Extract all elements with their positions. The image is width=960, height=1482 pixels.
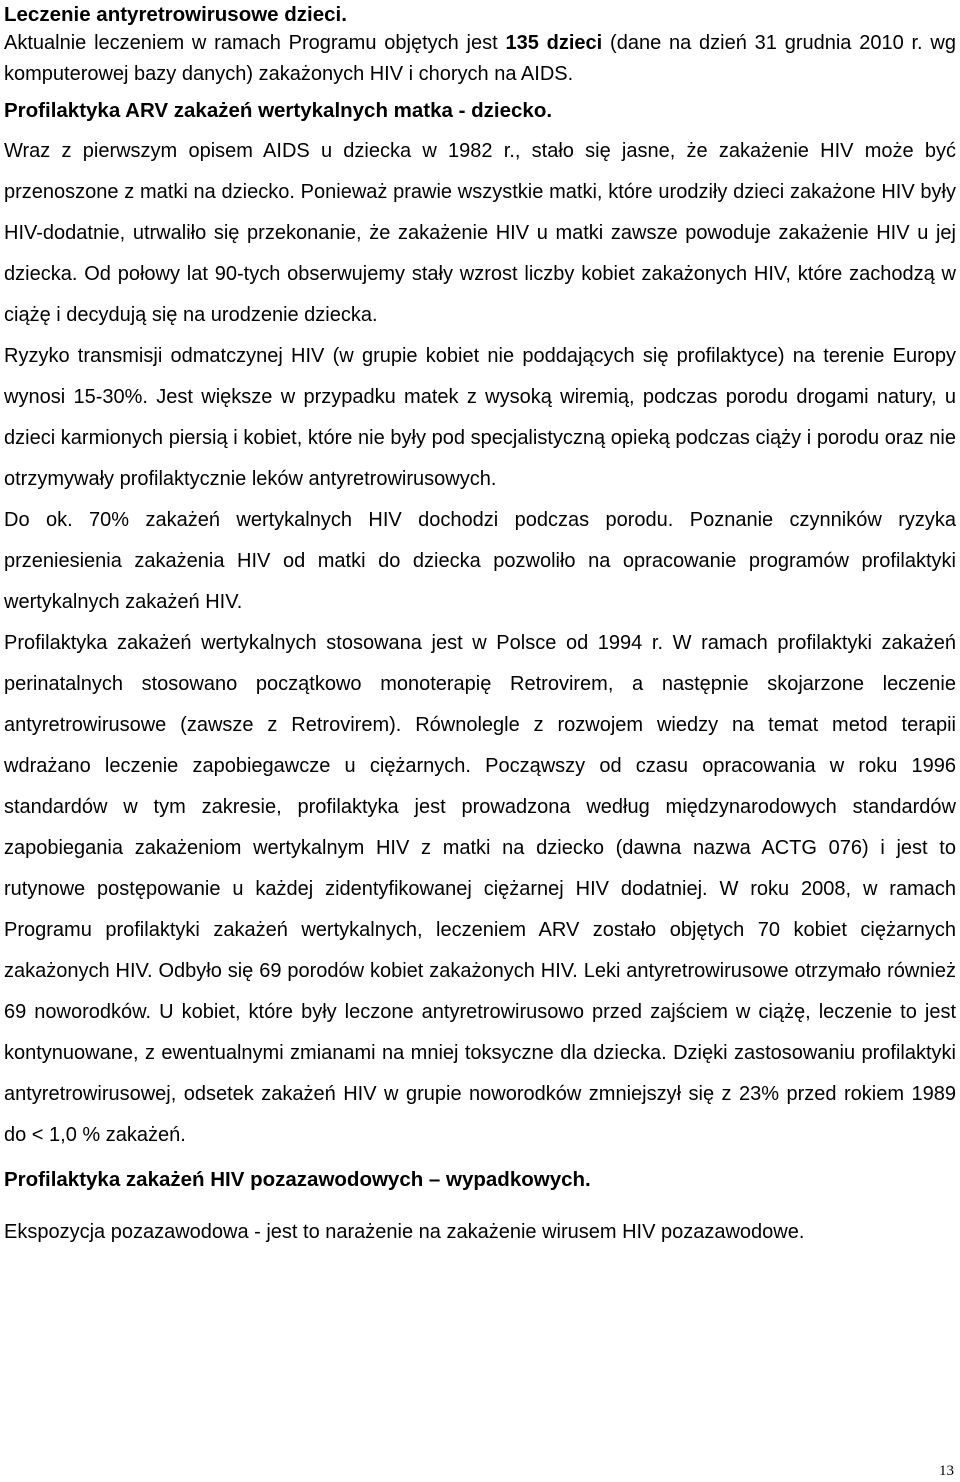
document-page — [4, 0, 956, 1250]
section-title-arv: Profilaktyka ARV zakażeń wertykalnych matka - dziecko. — [4, 99, 553, 122]
paragraph-delivery: Do ok. 70% zakażeń wertykalnych HIV dochodzi podczas porodu. Poznanie czynników ryzyka przeniesienia zakażenia HIV od matki do dziecka pozwoliło na opracowanie programów profilaktyki wertykalnych zakażeń HIV. — [4, 509, 956, 613]
paragraph-prophylaxis: Profilaktyka zakażeń wertykalnych stosowana jest w Polsce od 1994 r. W ramach profilaktyki zakażeń perinatalnych stosowano początkowo monoterapię Retrovirem, a następnie skojarzone leczenie antyretrowirusowe (zawsze z Retrovirem). Równolegle z rozwojem wiedzy na temat metod terapii wdrażano leczenie zapobiegawcze u ciężarnych. Począwszy od czasu opracowania w roku 1996 standardów w tym zakresie, profilaktyka jest prowadzona według międzynarodowych standardów zapobiegania zakażeniom wertykalnym HIV z matki na dziecko (dawna nazwa ACTG 076) i jest to rutynowe postępowanie u każdej zidentyfikowanej ciężarnej HIV dodatniej. W roku 2008, w ramach Programu profilaktyki zakażeń wertykalnych, leczeniem ARV zostało objętych 70 kobiet ciężarnych zakażonych HIV. Odbyło się 69 porodów kobiet zakażonych HIV. Leki antyretrowirusowe otrzymało również 69 noworodków. U kobiet, które były leczone antyretrowirusowo przed zajściem w ciążę, leczenie to jest kontynuowane, z ewentualnymi zmianami na mniej toksyczne dla dziecka. Dzięki zastosowaniu profilaktyki antyretrowirusowej, odsetek zakażeń HIV w grupie noworodków zmniejszył się z 23% przed rokiem 1989 do < 1,0 % zakażeń. — [4, 632, 956, 1146]
paragraph-exposure: Ekspozycja pozazawodowa - jest to narażenie na zakażenie wirusem HIV pozazawodowe. — [4, 1221, 805, 1243]
intro-children-count: 135 dzieci — [505, 32, 603, 54]
section-title-nonoccupational: Profilaktyka zakażeń HIV pozazawodowych – wypadkowych. — [4, 1168, 591, 1191]
paragraph-history: Wraz z pierwszym opisem AIDS u dziecka w 1982 r., stało się jasne, że zakażenie HIV może być przenoszone z matki na dziecko. Ponieważ prawie wszystkie matki, które urodziły dzieci zakażone HIV były HIV-dodatnie, utrwaliło się przekonanie, że zakażenie HIV u matki zawsze powoduje zakażenie HIV u jej dziecka. Od połowy lat 90-tych obserwujemy stały wzrost liczby kobiet zakażonych HIV, które zachodzą w ciążę i decydują się na urodzenie dziecka. — [4, 140, 956, 326]
intro-text-a: Aktualnie leczeniem w ramach Programu objętych jest — [4, 32, 506, 54]
page-number: 13 — [939, 1463, 954, 1479]
paragraph-risk: Ryzyko transmisji odmatczynej HIV (w grupie kobiet nie poddających się profilaktyce) na terenie Europy wynosi 15-30%. Jest większe w przypadku matek z wysoką wiremią, podczas porodu drogami natury, u dzieci karmionych piersią i kobiet, które nie były pod specjalistyczną opieką podczas ciąży i porodu oraz nie otrzymywały profilaktycznie leków antyretrowirusowych. — [4, 345, 956, 490]
page-title: Leczenie antyretrowirusowe dzieci. — [4, 3, 347, 26]
intro-paragraph — [4, 28, 956, 90]
intro-text-b: (dane na dzień 31 grudnia 2010 r. wg komputerowej bazy danych) zakażonych HIV i chorych na AIDS. — [4, 32, 956, 85]
